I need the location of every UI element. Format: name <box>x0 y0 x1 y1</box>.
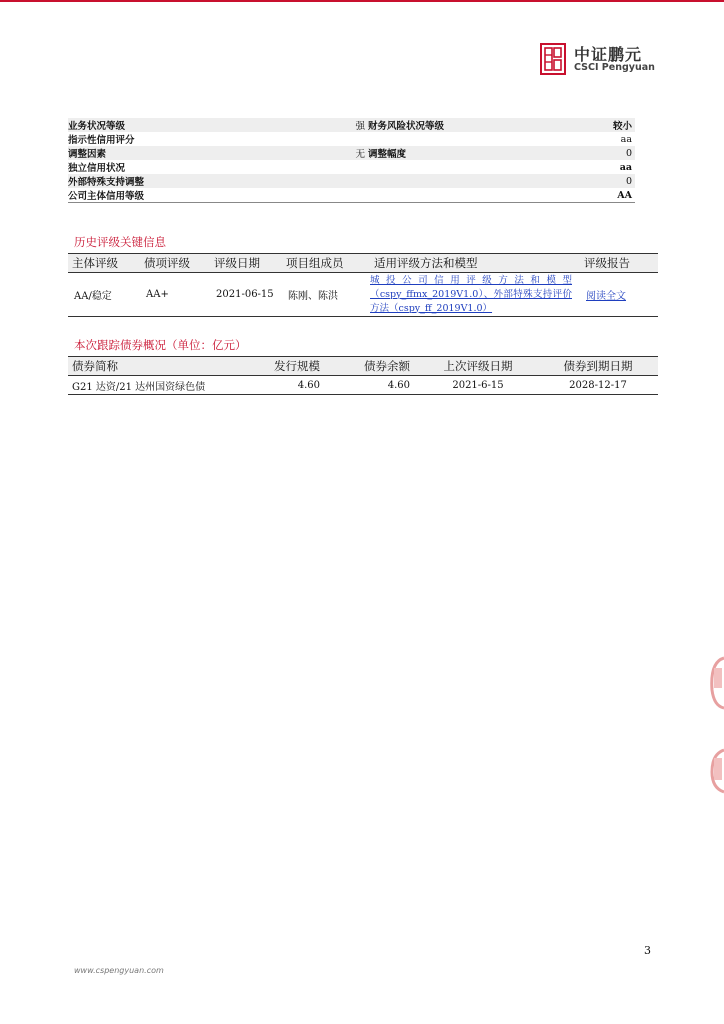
summary-label: 独立信用状况 <box>68 163 126 174</box>
table-row <box>68 188 635 203</box>
column-header: 适用评级方法和模型 <box>370 254 580 273</box>
last-rating-date: 2021-6-15 <box>418 376 538 395</box>
rating-date: 2021-06-15 <box>216 289 274 300</box>
history-section-title: 历史评级关键信息 <box>74 235 166 249</box>
column-header: 上次评级日期 <box>418 357 538 376</box>
table-row <box>68 132 635 146</box>
summary-value <box>328 174 368 188</box>
summary-value <box>328 132 368 146</box>
summary-value <box>328 160 368 174</box>
rating-history-table <box>68 253 658 317</box>
report-cell <box>580 273 658 317</box>
summary-label: 外部特殊支持调整 <box>68 177 145 188</box>
summary-label <box>368 174 588 188</box>
column-header: 评级日期 <box>210 254 282 273</box>
summary-value <box>328 188 368 203</box>
summary-label <box>368 132 588 146</box>
rating-method-link[interactable]: 城投公司信用评级方法和模型（cspy_ffmx_2019V1.0）、外部特殊支持评价方法（cspy_ff_2019V1.0） <box>370 274 572 314</box>
summary-value: 无 <box>355 149 365 160</box>
bond-rating: AA+ <box>146 289 169 300</box>
logo-chinese-name: 中证鹏元 <box>574 45 643 64</box>
rating-summary-table <box>68 118 635 203</box>
table-header-row <box>68 254 658 273</box>
summary-label: 财务风险状况等级 <box>368 121 445 132</box>
column-header: 债券简称 <box>68 357 248 376</box>
bond-overview-table <box>68 356 658 395</box>
summary-label <box>368 160 588 174</box>
team-members: 陈刚、陈洪 <box>288 291 338 302</box>
seal-stamp-fragment <box>706 650 724 810</box>
table-row <box>68 376 658 395</box>
table-row <box>68 118 635 132</box>
maturity-date: 2028-12-17 <box>538 376 658 395</box>
summary-label: 调整因素 <box>68 149 107 160</box>
summary-label: 业务状况等级 <box>68 121 126 132</box>
summary-value: aa <box>619 161 632 173</box>
bonds-section-title: 本次跟踪债券概况（单位：亿元） <box>74 338 247 352</box>
table-row <box>68 174 635 188</box>
summary-value: aa <box>620 133 632 145</box>
bond-name: G21 达资/21 达州国资绿色债 <box>68 376 248 395</box>
bond-balance: 4.60 <box>328 376 418 395</box>
logo-english-name: CSCI Pengyuan <box>574 62 655 73</box>
table-header-row <box>68 357 658 376</box>
summary-value: 强 <box>355 121 365 132</box>
table-row <box>68 273 658 317</box>
column-header: 项目组成员 <box>282 254 370 273</box>
column-header: 主体评级 <box>68 254 140 273</box>
read-report-link[interactable]: 阅读全文 <box>586 291 626 302</box>
column-header: 评级报告 <box>580 254 658 273</box>
issuer-rating: AA/稳定 <box>74 291 112 302</box>
pengyuan-logo-icon <box>540 43 566 75</box>
summary-label: 指示性信用评分 <box>68 135 135 146</box>
column-header: 发行规模 <box>248 357 328 376</box>
summary-value: 较小 <box>612 121 632 132</box>
page-number: 3 <box>644 944 651 957</box>
column-header: 债券到期日期 <box>538 357 658 376</box>
column-header: 债项评级 <box>140 254 210 273</box>
column-header: 债券余额 <box>328 357 418 376</box>
table-row <box>68 146 635 160</box>
summary-value: 0 <box>625 175 632 187</box>
summary-label: 调整幅度 <box>368 149 407 160</box>
table-row <box>68 160 635 174</box>
summary-value: 0 <box>625 147 632 159</box>
footer-website: www.cspengyuan.com <box>74 966 164 975</box>
issue-size: 4.60 <box>248 376 328 395</box>
summary-label: 公司主体信用等级 <box>68 191 145 202</box>
summary-label <box>368 188 588 203</box>
summary-value: AA <box>617 189 632 201</box>
header-accent-line <box>0 0 724 2</box>
